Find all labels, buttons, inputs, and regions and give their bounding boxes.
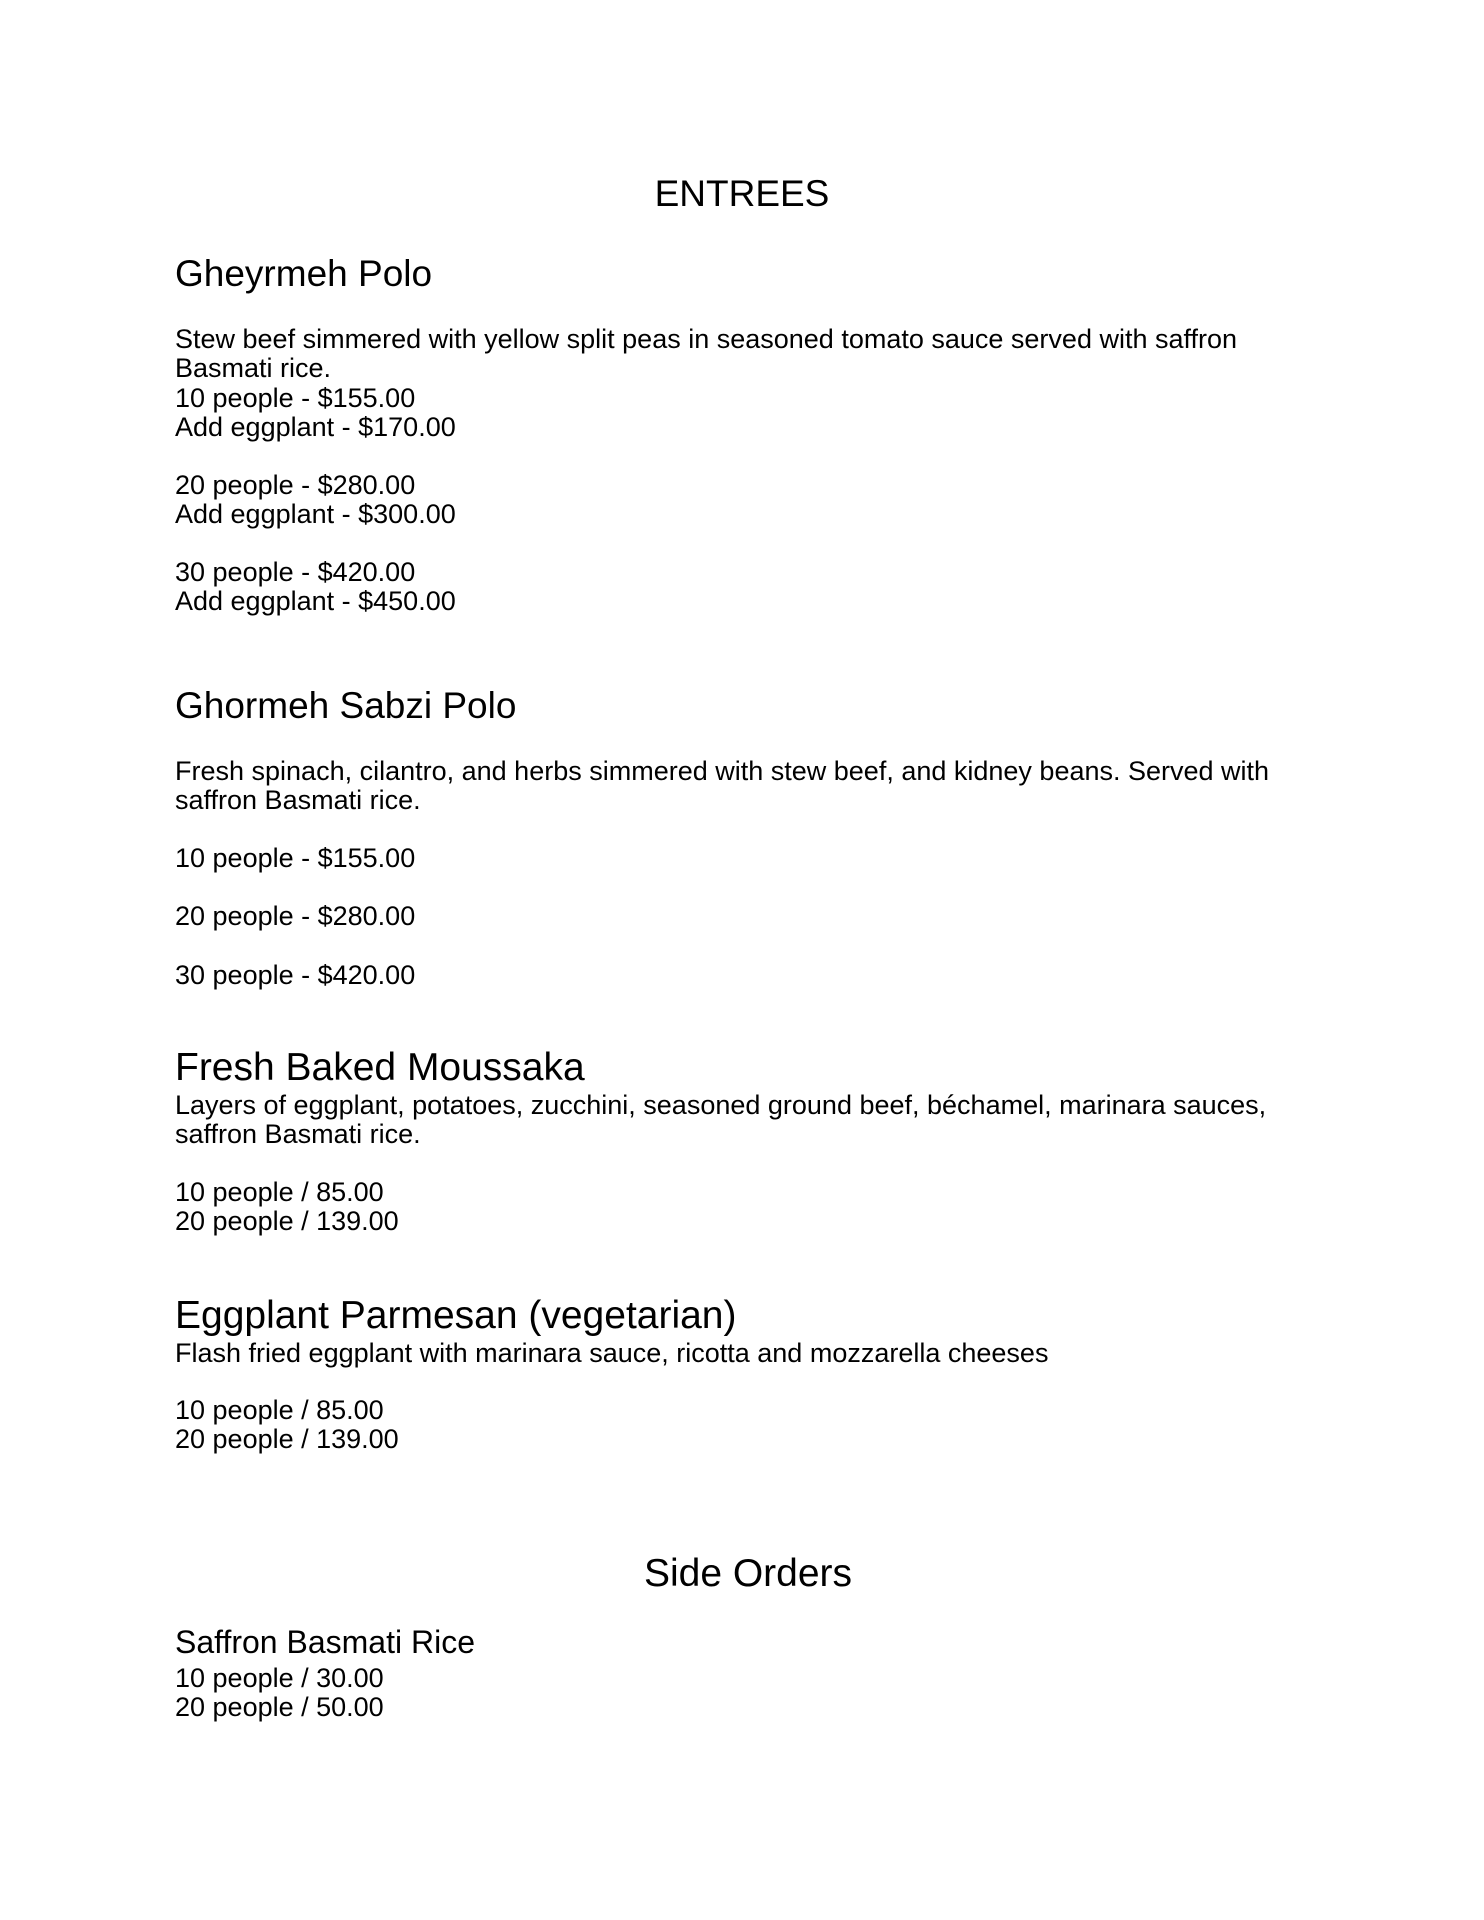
price-line: 10 people / 85.00 xyxy=(175,1177,384,1207)
item-title-ghormeh-sabzi-polo: Ghormeh Sabzi Polo xyxy=(175,685,517,726)
price-line: Add eggplant - $170.00 xyxy=(175,412,456,442)
price-line: 30 people - $420.00 xyxy=(175,557,416,587)
price-line: 10 people / 30.00 xyxy=(175,1663,384,1693)
item-title-saffron-rice: Saffron Basmati Rice xyxy=(175,1624,475,1660)
price-line: 10 people - $155.00 xyxy=(175,383,416,413)
item-description-eggplant-parmesan: Flash fried eggplant with marinara sauce, ricotta and mozzarella cheeses xyxy=(175,1338,1049,1368)
item-description-moussaka: Layers of eggplant, potatoes, zucchini, seasoned ground beef, béchamel, marinara sauces, saffron Basmati rice. xyxy=(175,1090,1267,1149)
price-line: 20 people - $280.00 xyxy=(175,470,416,500)
price-line: 10 people / 85.00 xyxy=(175,1395,384,1425)
price-line: 20 people / 139.00 xyxy=(175,1424,399,1454)
item-title-moussaka: Fresh Baked Moussaka xyxy=(175,1046,585,1089)
item-description-ghormeh-sabzi-polo: Fresh spinach, cilantro, and herbs simmered with stew beef, and kidney beans. Served with saffron Basmati rice. xyxy=(175,756,1270,815)
price-line: 20 people - $280.00 xyxy=(175,901,416,931)
price-line: 30 people - $420.00 xyxy=(175,960,416,990)
item-title-gheyrmeh-polo: Gheyrmeh Polo xyxy=(175,253,433,294)
price-line: 10 people - $155.00 xyxy=(175,843,416,873)
price-line: Add eggplant - $450.00 xyxy=(175,586,456,616)
price-line: 20 people / 50.00 xyxy=(175,1692,384,1722)
entrees-heading: ENTREES xyxy=(654,173,830,214)
price-line: Add eggplant - $300.00 xyxy=(175,499,456,529)
side-orders-heading: Side Orders xyxy=(643,1552,853,1595)
item-title-eggplant-parmesan: Eggplant Parmesan (vegetarian) xyxy=(175,1294,737,1337)
item-description-gheyrmeh-polo: Stew beef simmered with yellow split peas in seasoned tomato sauce served with saffron Basmati rice. xyxy=(175,324,1238,383)
price-line: 20 people / 139.00 xyxy=(175,1206,399,1236)
